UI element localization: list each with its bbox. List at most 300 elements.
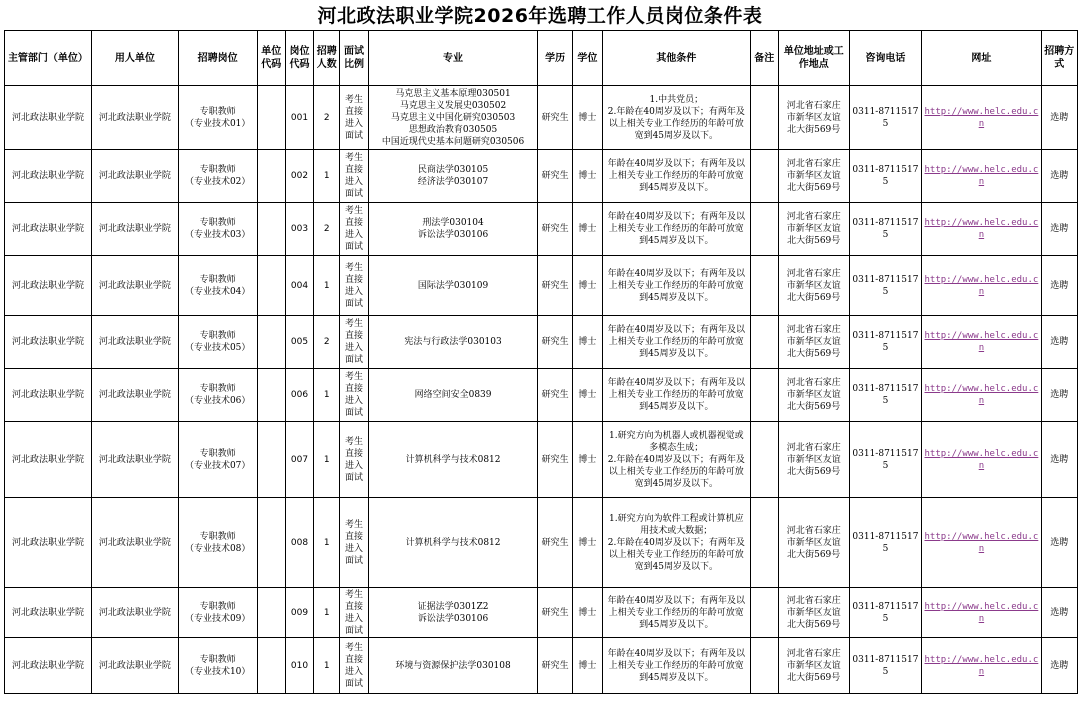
table-row [5,86,1078,150]
post-lines [181,601,255,625]
major-line: 思想政治教育030505 [408,124,498,135]
major-line: 国际法学030109 [417,280,489,291]
addr-line: 市新华区友谊 [786,454,841,465]
unit-code-cell [257,498,285,588]
cond-line: 2.年龄在40周岁及以下；有两年及以上相关专业工作经历的年龄可放宽到45周岁及以下。 [607,106,745,141]
addr-line: 市新华区友谊 [786,224,841,234]
addr-lines [781,648,847,684]
unit-code-cell [257,256,285,316]
ratio-line: 面试 [345,242,364,252]
cond-lines [605,595,748,631]
addr-lines [781,100,847,136]
major-line: 民商法学030105 [417,165,489,175]
header-cell: 学历 [538,31,572,86]
cond-lines [605,94,748,142]
addr-line: 河北省石家庄 [786,268,841,279]
degree-cell: 博士 [572,369,602,422]
dept-cell: 河北政法职业学院 [5,422,92,498]
major-line: 网络空间安全0839 [414,390,492,400]
major-lines [371,280,536,292]
ratio-line: 进入 [345,396,364,406]
post-code-cell: 008 [285,498,313,588]
note-cell [750,369,778,422]
ratio-cell [340,203,368,256]
major-cell [368,588,538,638]
cond-line: 年龄在40周岁及以下；有两年及以上相关专业工作经历的年龄可放宽到45周岁及以下。 [607,378,746,412]
phone-cell: 0311-87115175 [849,203,922,256]
addr-line: 市新华区友谊 [786,660,841,671]
major-cell [368,638,538,694]
education-cell: 研究生 [538,203,572,256]
major-cell [368,316,538,369]
website-link[interactable]: http://www.helc.edu.cn [922,316,1041,369]
post-line: （专业技术09） [184,613,251,624]
post-line: （专业技术01） [184,118,251,129]
phone-cell: 0311-87115175 [849,256,922,316]
post-lines [181,217,255,241]
ratio-lines [342,371,365,419]
ratio-cell [340,498,368,588]
post-code-cell: 006 [285,369,313,422]
phone-cell: 0311-87115175 [849,588,922,638]
addr-lines [781,324,847,360]
post-line: 专职教师 [199,331,236,341]
post-cell [178,86,257,150]
addr-line: 市新华区友谊 [786,390,841,400]
conditions-cell [603,588,751,638]
num-cell: 2 [314,316,340,369]
method-cell: 选聘 [1041,316,1077,369]
ratio-line: 直接 [345,331,364,341]
dept-cell: 河北政法职业学院 [5,256,92,316]
cond-line: 年龄在40周岁及以下；有两年及以上相关专业工作经历的年龄可放宽到45周岁及以下。 [607,325,746,359]
post-lines [181,383,255,407]
ratio-line: 面试 [345,408,364,418]
num-cell: 2 [314,86,340,150]
addr-line: 市新华区友谊 [786,537,841,548]
post-line: （专业技术06） [184,396,251,406]
unit-cell: 河北政法职业学院 [91,256,178,316]
cond-line: 年龄在40周岁及以下；有两年及以上相关专业工作经历的年龄可放宽到45周岁及以下。 [607,159,746,193]
table-row [5,588,1078,638]
unit-cell: 河北政法职业学院 [91,316,178,369]
post-code-cell: 002 [285,150,313,203]
ratio-line: 直接 [345,218,364,228]
ratio-line: 进入 [345,230,364,240]
cond-line: 1.研究方向为软件工程或计算机应用技术或大数据； [609,513,744,536]
ratio-cell [340,86,368,150]
method-cell: 选聘 [1041,86,1077,150]
ratio-line: 考生 [345,262,364,273]
post-cell [178,316,257,369]
major-line: 刑法学030104 [422,218,484,228]
unit-code-cell [257,203,285,256]
post-code-cell: 003 [285,203,313,256]
ratio-line: 进入 [345,543,364,554]
table-row [5,316,1078,369]
num-cell: 1 [314,422,340,498]
phone-cell: 0311-87115175 [849,86,922,150]
major-line: 环境与资源保护法学030108 [395,660,511,671]
website-link[interactable]: http://www.helc.edu.cn [922,369,1041,422]
cond-line: 年龄在40周岁及以下；有两年及以上相关专业工作经历的年龄可放宽到45周岁及以下。 [607,268,746,303]
ratio-cell [340,256,368,316]
website-link[interactable]: http://www.helc.edu.cn [922,203,1041,256]
education-cell: 研究生 [538,316,572,369]
post-line: 专职教师 [199,106,236,117]
major-lines [371,660,536,672]
addr-line: 河北省石家庄 [786,100,841,111]
major-line: 计算机科学与技术0812 [405,537,501,548]
phone-cell: 0311-87115175 [849,498,922,588]
address-cell [778,150,849,203]
phone-cell: 0311-87115175 [849,150,922,203]
unit-cell: 河北政法职业学院 [91,638,178,694]
website-link[interactable]: http://www.helc.edu.cn [922,86,1041,150]
major-line: 马克思主义基本原理030501 [395,88,511,99]
header-cell: 学位 [572,31,602,86]
major-cell [368,369,538,422]
unit-cell: 河北政法职业学院 [91,150,178,203]
ratio-line: 进入 [345,613,364,624]
ratio-lines [342,642,365,690]
post-cell [178,369,257,422]
ratio-line: 进入 [345,666,364,677]
address-cell [778,369,849,422]
major-lines [371,537,536,549]
header-cell: 招聘人数 [314,31,340,86]
header-cell: 网址 [922,31,1041,86]
conditions-cell [603,150,751,203]
addr-lines [781,268,847,304]
note-cell [750,316,778,369]
conditions-cell [603,203,751,256]
ratio-line: 面试 [345,355,364,365]
note-cell [750,150,778,203]
major-line: 宪法与行政法学030103 [404,337,502,347]
post-line: 专职教师 [199,218,236,228]
major-cell [368,150,538,203]
addr-line: 北大街569号 [787,549,841,560]
major-lines [371,601,536,625]
unit-cell: 河北政法职业学院 [91,203,178,256]
education-cell: 研究生 [538,86,572,150]
method-cell: 选聘 [1041,498,1077,588]
ratio-line: 考生 [345,519,364,530]
header-cell: 其他条件 [603,31,751,86]
education-cell: 研究生 [538,256,572,316]
degree-cell: 博士 [572,86,602,150]
degree-cell: 博士 [572,638,602,694]
degree-cell: 博士 [572,150,602,203]
unit-cell: 河北政法职业学院 [91,422,178,498]
post-line: （专业技术10） [184,666,251,677]
cond-lines [605,211,748,247]
header-cell: 单位代码 [257,31,285,86]
header-cell: 招聘方式 [1041,31,1077,86]
note-cell [750,256,778,316]
unit-cell: 河北政法职业学院 [91,86,178,150]
address-cell [778,256,849,316]
ratio-line: 进入 [345,460,364,471]
ratio-cell [340,588,368,638]
website-link[interactable]: http://www.helc.edu.cn [922,588,1041,638]
table-row [5,150,1078,203]
post-cell [178,638,257,694]
cond-lines [605,513,748,573]
ratio-line: 直接 [345,165,364,175]
post-line: 专职教师 [199,448,236,459]
website-link[interactable]: http://www.helc.edu.cn [922,638,1041,694]
ratio-lines [342,589,365,637]
table-row [5,422,1078,498]
major-line: 马克思主义发展史030502 [399,100,507,111]
website-link[interactable]: http://www.helc.edu.cn [922,498,1041,588]
unit-code-cell [257,422,285,498]
header-cell: 用人单位 [91,31,178,86]
ratio-lines [342,519,365,567]
ratio-lines [342,94,365,142]
cond-line: 年龄在40周岁及以下；有两年及以上相关专业工作经历的年龄可放宽到45周岁及以下。 [607,648,746,683]
degree-cell: 博士 [572,316,602,369]
cond-line: 2.年龄在40周岁及以下；有两年及以上相关专业工作经历的年龄可放宽到45周岁及以下。 [607,454,745,489]
addr-line: 市新华区友谊 [786,337,841,347]
num-cell: 1 [314,588,340,638]
cond-line: 2.年龄在40周岁及以下；有两年及以上相关专业工作经历的年龄可放宽到45周岁及以下。 [607,537,745,572]
post-line: （专业技术04） [184,286,251,297]
ratio-line: 考生 [345,589,364,600]
ratio-line: 面试 [345,130,364,141]
unit-code-cell [257,150,285,203]
dept-cell: 河北政法职业学院 [5,316,92,369]
post-line: （专业技术03） [184,230,251,240]
phone-cell: 0311-87115175 [849,369,922,422]
ratio-line: 直接 [345,654,364,665]
post-lines [181,448,255,472]
note-cell [750,86,778,150]
dept-cell: 河北政法职业学院 [5,369,92,422]
num-cell: 1 [314,369,340,422]
website-link[interactable]: http://www.helc.edu.cn [922,256,1041,316]
degree-cell: 博士 [572,422,602,498]
ratio-line: 进入 [345,286,364,297]
unit-cell: 河北政法职业学院 [91,588,178,638]
ratio-line: 考生 [345,94,364,105]
num-cell: 1 [314,150,340,203]
cond-lines [605,268,748,304]
addr-line: 河北省石家庄 [786,325,841,335]
addr-lines [781,158,847,194]
note-cell [750,498,778,588]
major-cell [368,256,538,316]
address-cell [778,316,849,369]
ratio-line: 面试 [345,555,364,566]
cond-line: 1.中共党员； [649,94,704,105]
post-cell [178,498,257,588]
table-row [5,203,1078,256]
cond-lines [605,430,748,490]
num-cell: 2 [314,203,340,256]
education-cell: 研究生 [538,588,572,638]
addr-line: 北大街569号 [787,292,841,303]
major-cell [368,203,538,256]
address-cell [778,638,849,694]
ratio-lines [342,205,365,253]
ratio-line: 面试 [345,298,364,309]
method-cell: 选聘 [1041,422,1077,498]
ratio-lines [342,152,365,200]
method-cell: 选聘 [1041,150,1077,203]
addr-line: 市新华区友谊 [786,607,841,618]
conditions-cell [603,638,751,694]
addr-line: 北大街569号 [787,672,841,683]
note-cell [750,638,778,694]
ratio-line: 面试 [345,472,364,483]
post-line: 专职教师 [199,165,236,175]
degree-cell: 博士 [572,498,602,588]
ratio-line: 直接 [345,601,364,612]
address-cell [778,498,849,588]
post-code-cell: 010 [285,638,313,694]
website-link[interactable]: http://www.helc.edu.cn [922,150,1041,203]
ratio-line: 面试 [345,189,364,199]
post-line: 专职教师 [199,274,236,285]
education-cell: 研究生 [538,369,572,422]
conditions-cell [603,316,751,369]
header-cell: 面试比例 [340,31,368,86]
cond-lines [605,377,748,413]
dept-cell: 河北政法职业学院 [5,150,92,203]
cond-line: 年龄在40周岁及以下；有两年及以上相关专业工作经历的年龄可放宽到45周岁及以下。 [607,595,746,630]
position-table [4,30,1078,694]
addr-lines [781,525,847,561]
note-cell [750,422,778,498]
phone-cell: 0311-87115175 [849,638,922,694]
major-cell [368,498,538,588]
method-cell: 选聘 [1041,638,1077,694]
major-lines [371,336,536,348]
table-row [5,256,1078,316]
post-code-cell: 007 [285,422,313,498]
major-line: 马克思主义中国化研究030503 [390,112,516,123]
ratio-line: 考生 [345,372,364,382]
ratio-line: 进入 [345,343,364,353]
addr-line: 北大街569号 [787,236,841,246]
conditions-cell [603,369,751,422]
post-line: （专业技术08） [184,543,251,554]
num-cell: 1 [314,256,340,316]
post-line: 专职教师 [199,654,236,665]
ratio-line: 直接 [345,531,364,542]
conditions-cell [603,498,751,588]
method-cell: 选聘 [1041,588,1077,638]
major-cell [368,86,538,150]
ratio-line: 面试 [345,625,364,636]
degree-cell: 博士 [572,588,602,638]
unit-cell: 河北政法职业学院 [91,369,178,422]
education-cell: 研究生 [538,150,572,203]
post-code-cell: 001 [285,86,313,150]
addr-lines [781,377,847,413]
table-header-row [5,31,1078,86]
conditions-cell [603,422,751,498]
major-line: 诉讼法学030106 [417,613,489,624]
unit-code-cell [257,588,285,638]
post-lines [181,654,255,678]
major-lines [371,389,536,401]
ratio-line: 考生 [345,436,364,447]
addr-line: 河北省石家庄 [786,595,841,606]
post-lines [181,106,255,130]
ratio-line: 进入 [345,177,364,187]
addr-line: 河北省石家庄 [786,159,841,169]
conditions-cell [603,86,751,150]
address-cell [778,203,849,256]
addr-line: 北大街569号 [787,349,841,359]
addr-line: 市新华区友谊 [786,171,841,181]
cond-line: 1.研究方向为机器人或机器视觉或多模态生成； [609,430,744,453]
table-row [5,498,1078,588]
cond-lines [605,324,748,360]
education-cell: 研究生 [538,638,572,694]
addr-lines [781,211,847,247]
conditions-cell [603,256,751,316]
addr-line: 河北省石家庄 [786,378,841,388]
ratio-line: 直接 [345,448,364,459]
dept-cell: 河北政法职业学院 [5,203,92,256]
table-row [5,369,1078,422]
unit-code-cell [257,369,285,422]
post-code-cell: 009 [285,588,313,638]
addr-line: 北大街569号 [787,619,841,630]
ratio-lines [342,436,365,484]
cond-lines [605,648,748,684]
post-lines [181,164,255,188]
post-cell [178,203,257,256]
post-line: （专业技术02） [184,177,251,187]
address-cell [778,86,849,150]
post-cell [178,422,257,498]
unit-code-cell [257,638,285,694]
dept-cell: 河北政法职业学院 [5,638,92,694]
ratio-line: 面试 [345,678,364,689]
addr-line: 河北省石家庄 [786,212,841,222]
post-code-cell: 005 [285,316,313,369]
post-line: （专业技术05） [184,343,251,353]
unit-cell: 河北政法职业学院 [91,498,178,588]
degree-cell: 博士 [572,203,602,256]
addr-line: 北大街569号 [787,183,841,193]
ratio-lines [342,262,365,310]
major-cell [368,422,538,498]
major-lines [371,164,536,188]
addr-lines [781,442,847,478]
addr-line: 河北省石家庄 [786,648,841,659]
website-link[interactable]: http://www.helc.edu.cn [922,422,1041,498]
ratio-lines [342,318,365,366]
addr-line: 河北省石家庄 [786,442,841,453]
major-lines [371,454,536,466]
ratio-cell [340,316,368,369]
major-line: 证据法学0301Z2 [417,601,489,612]
dept-cell: 河北政法职业学院 [5,588,92,638]
major-line: 计算机科学与技术0812 [405,454,501,465]
ratio-line: 直接 [345,106,364,117]
page-title: 河北政法职业学院2026年选聘工作人员岗位条件表 [317,5,763,27]
post-cell [178,256,257,316]
degree-cell: 博士 [572,256,602,316]
major-lines [371,88,536,148]
